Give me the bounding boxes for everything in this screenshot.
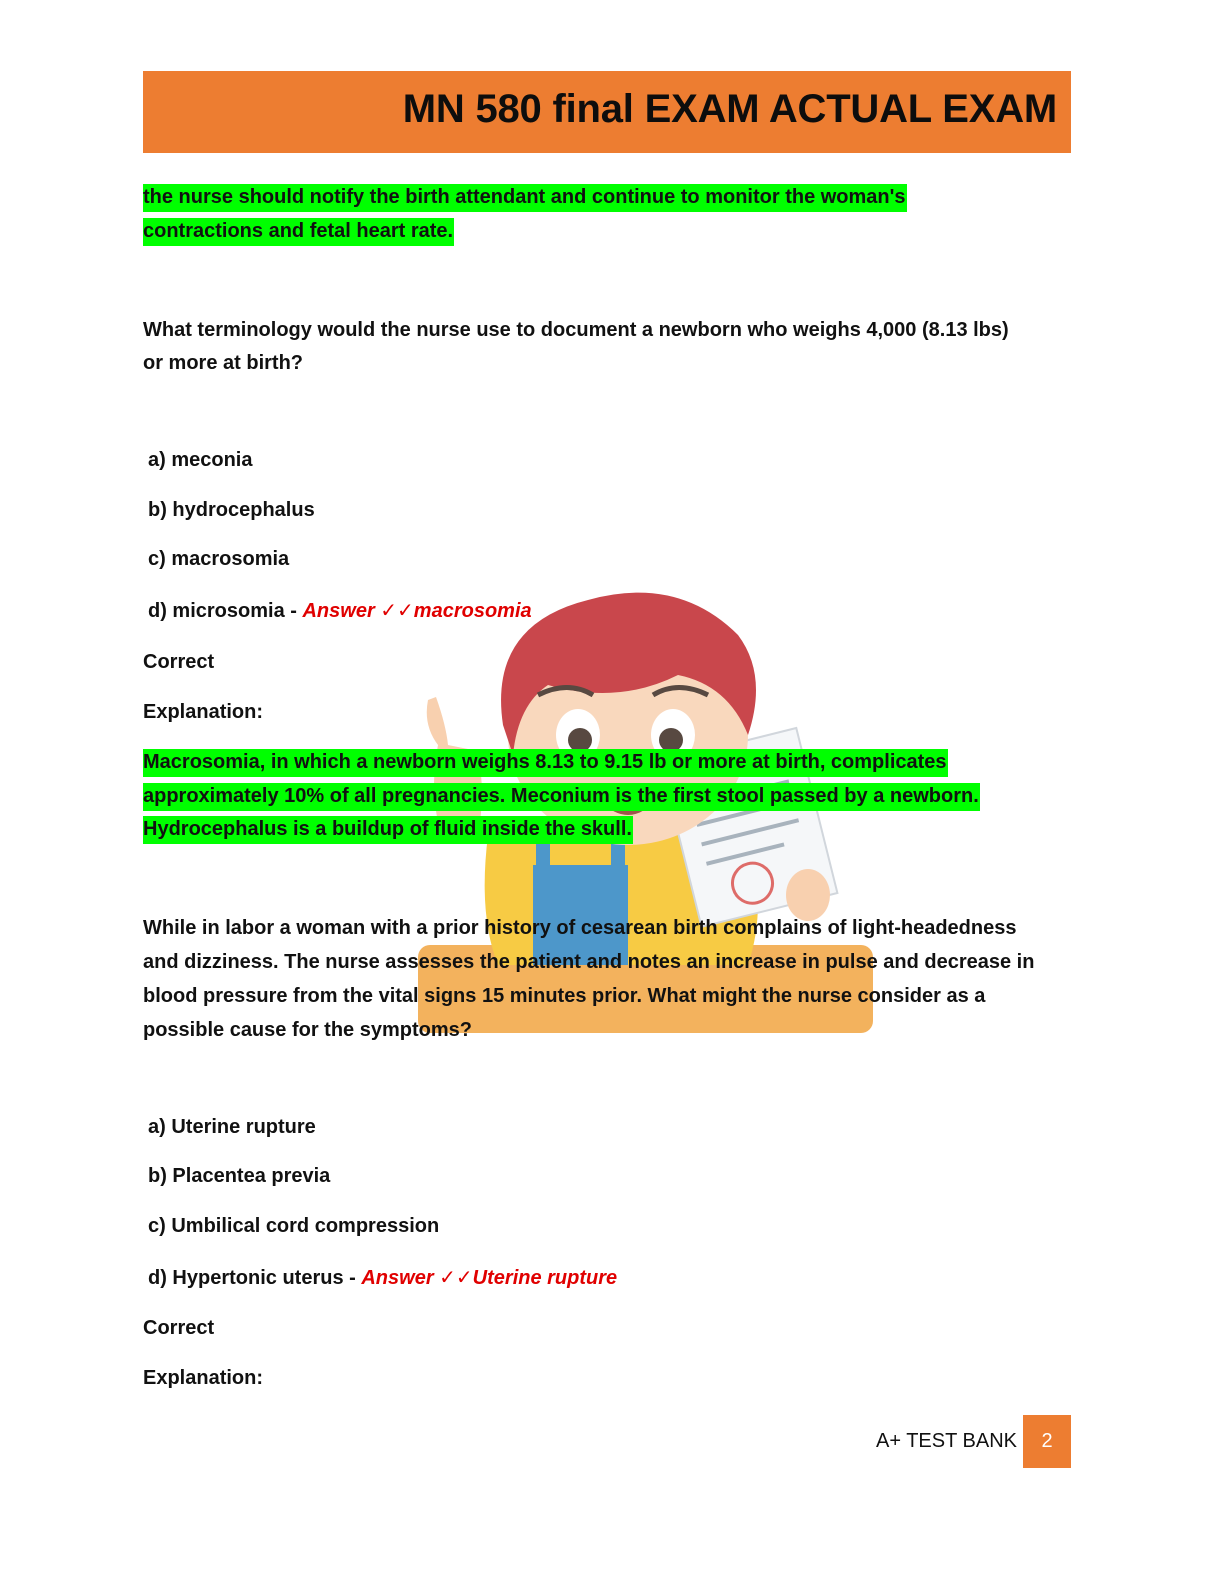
answer-explanation-line	[143, 214, 454, 248]
option-a: a) Uterine rupture	[148, 1116, 316, 1138]
question-text: What terminology would the nurse use to document a newborn who weighs 4,000 (8.13 lbs)	[143, 319, 1009, 341]
option-c: c) Umbilical cord compression	[148, 1215, 440, 1237]
question-text: possible cause for the symptoms?	[143, 1019, 472, 1041]
highlighted-text: Macrosomia, in which a newborn weighs 8.13 to 9.15 lb or more at birth, complicates	[143, 749, 948, 777]
option-c: c) macrosomia	[148, 548, 290, 570]
correct-label: Correct	[143, 651, 215, 673]
option-a: a) meconia	[148, 449, 253, 471]
answer-explanation-line	[143, 180, 907, 214]
option-d-label: d) microsomia -	[148, 600, 303, 622]
explanation-line	[143, 745, 948, 779]
question-text: blood pressure from the vital signs 15 minutes prior. What might the nurse consider as a	[143, 985, 986, 1007]
correct-label: Correct	[143, 1317, 215, 1339]
question-text: and dizziness. The nurse assesses the patient and notes an increase in pulse and decrease in	[143, 951, 1035, 973]
answer-text: Answer ✓✓macrosomia	[302, 600, 532, 622]
highlighted-text: Hydrocephalus is a buildup of fluid inside the skull.	[143, 816, 633, 844]
option-b: b) hydrocephalus	[148, 499, 315, 521]
option-d	[148, 597, 532, 625]
explanation-label: Explanation:	[143, 1367, 264, 1389]
footer-brand: A+ TEST BANK	[876, 1430, 1017, 1452]
page-title: MN 580 final EXAM ACTUAL EXAM	[402, 87, 1057, 131]
page-number: 2	[1023, 1415, 1071, 1468]
highlighted-text: approximately 10% of all pregnancies. Meconium is the first stool passed by a newborn.	[143, 783, 980, 811]
question-text: While in labor a woman with a prior history of cesarean birth complains of light-headedness	[143, 917, 1017, 939]
answer-text: Answer ✓✓Uterine rupture	[361, 1267, 618, 1289]
explanation-label: Explanation:	[143, 701, 264, 723]
highlighted-text: contractions and fetal heart rate.	[143, 218, 454, 246]
explanation-line	[143, 812, 633, 846]
header-bar	[143, 71, 1071, 153]
explanation-line	[143, 779, 980, 813]
option-d-label: d) Hypertonic uterus -	[148, 1267, 362, 1289]
option-d	[148, 1264, 617, 1292]
option-b: b) Placentea previa	[148, 1165, 331, 1187]
question-text: or more at birth?	[143, 352, 304, 374]
highlighted-text: the nurse should notify the birth attendant and continue to monitor the woman's	[143, 184, 907, 212]
